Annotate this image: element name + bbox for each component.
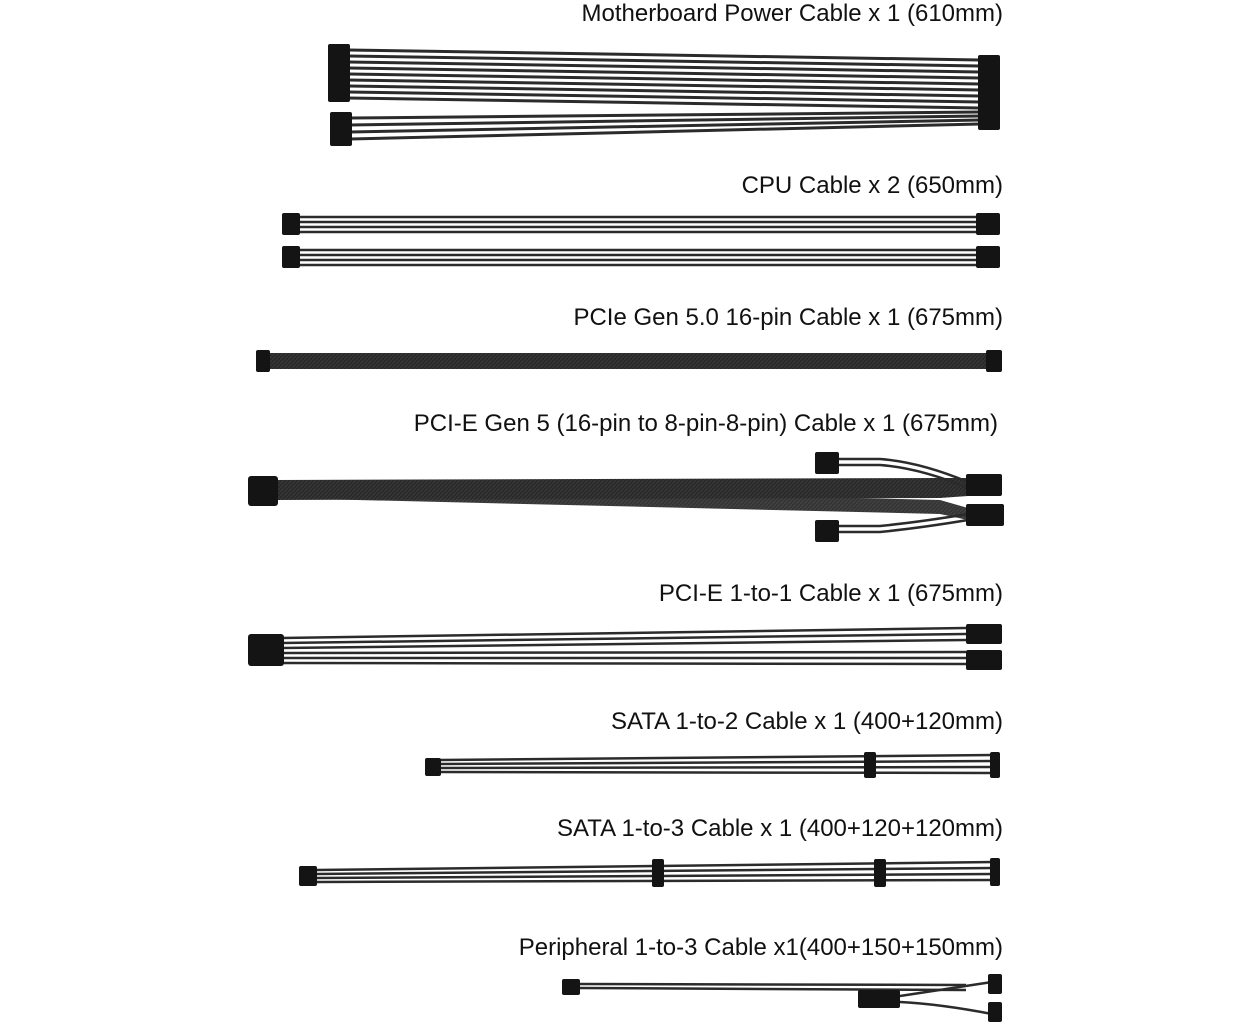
label-cpu-cable: CPU Cable x 2 (650mm) (741, 172, 1003, 199)
motherboard-cable-image (348, 50, 980, 139)
label-motherboard-cable: Motherboard Power Cable x 1 (610mm) (581, 0, 1003, 27)
label-peripheral-cable: Peripheral 1-to-3 Cable x1(400+150+150mm) (518, 934, 1003, 961)
label-sata-1to2-cable: SATA 1-to-2 Cable x 1 (400+120mm) (611, 708, 1003, 735)
label-pcie-split-cable: PCI-E Gen 5 (16-pin to 8-pin-8-pin) Cable x 1 (675mm) (413, 410, 998, 437)
pcie-1to1-cable-image (282, 628, 966, 664)
cpu-cable-image (298, 217, 978, 265)
label-sata-1to3-cable: SATA 1-to-3 Cable x 1 (400+120+120mm) (556, 815, 1003, 842)
peripheral-cable-image (562, 974, 1002, 1022)
pcie-16pin-cable-image (256, 350, 1002, 372)
label-pcie-1to1-cable: PCI-E 1-to-1 Cable x 1 (675mm) (658, 580, 1003, 607)
label-pcie-16pin-cable: PCIe Gen 5.0 16-pin Cable x 1 (675mm) (573, 304, 1003, 331)
pcie-split-cable-image (248, 452, 1004, 542)
sata-1to2-cable-image (440, 755, 994, 773)
